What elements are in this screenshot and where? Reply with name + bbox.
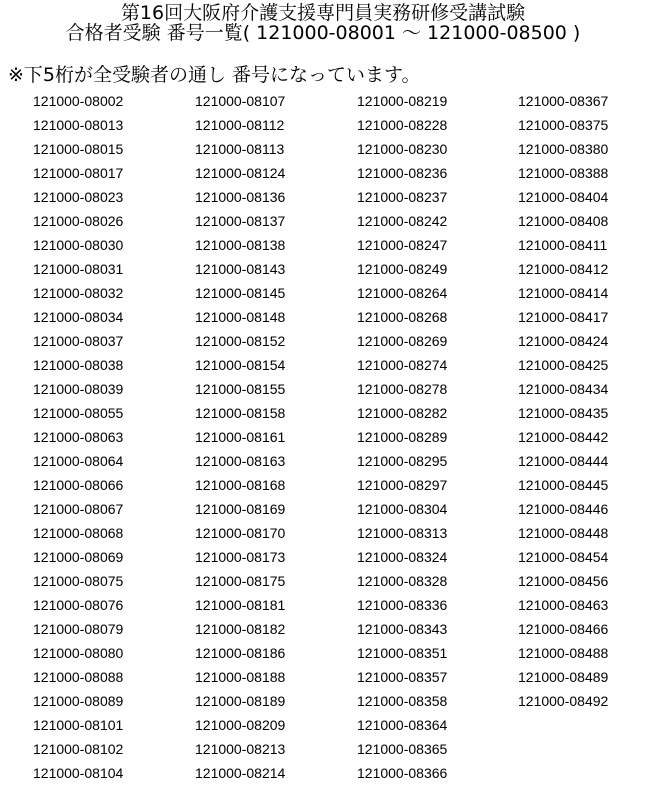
- exam-number: 121000-08138: [195, 237, 286, 253]
- exam-number: 121000-08278: [357, 381, 448, 397]
- note-text: ※下5桁が全受験者の通し 番号になっています。: [8, 64, 421, 86]
- number-column-4: [518, 89, 646, 713]
- exam-number: 121000-08456: [518, 573, 609, 589]
- exam-number: 121000-08214: [195, 765, 286, 781]
- exam-number: 121000-08282: [357, 405, 448, 421]
- exam-number: 121000-08032: [33, 285, 124, 301]
- exam-number: 121000-08264: [357, 285, 448, 301]
- exam-number: 121000-08328: [357, 573, 448, 589]
- exam-number: 121000-08182: [195, 621, 286, 637]
- exam-number: 121000-08080: [33, 645, 124, 661]
- exam-number: 121000-08124: [195, 165, 286, 181]
- exam-number: 121000-08448: [518, 525, 609, 541]
- exam-number: 121000-08034: [33, 309, 124, 325]
- exam-number: 121000-08304: [357, 501, 448, 517]
- exam-number: 121000-08343: [357, 621, 448, 637]
- exam-number: 121000-08313: [357, 525, 448, 541]
- exam-number: 121000-08039: [33, 381, 124, 397]
- exam-number: 121000-08038: [33, 357, 124, 373]
- exam-number: 121000-08168: [195, 477, 286, 493]
- exam-number: 121000-08068: [33, 525, 124, 541]
- exam-number: 121000-08161: [195, 429, 286, 445]
- exam-number: 121000-08104: [33, 765, 124, 781]
- exam-number: 121000-08492: [518, 693, 609, 709]
- exam-number: 121000-08030: [33, 237, 124, 253]
- exam-number: 121000-08188: [195, 669, 286, 685]
- exam-number: 121000-08015: [33, 141, 124, 157]
- page-title: 第16回大阪府介護支援専門員実務研修受講試験: [120, 2, 526, 24]
- exam-number: 121000-08023: [33, 189, 124, 205]
- exam-number: 121000-08076: [33, 597, 124, 613]
- exam-number: 121000-08404: [518, 189, 609, 205]
- exam-number: 121000-08017: [33, 165, 124, 181]
- exam-number: 121000-08088: [33, 669, 124, 685]
- exam-number: 121000-08268: [357, 309, 448, 325]
- exam-number: 121000-08249: [357, 261, 448, 277]
- exam-number: 121000-08411: [518, 237, 608, 253]
- exam-number: 121000-08152: [195, 333, 286, 349]
- exam-number: 121000-08173: [195, 549, 286, 565]
- exam-number: 121000-08186: [195, 645, 286, 661]
- exam-number: 121000-08425: [518, 357, 609, 373]
- exam-number: 121000-08357: [357, 669, 448, 685]
- exam-number: 121000-08408: [518, 213, 609, 229]
- exam-number: 121000-08367: [518, 93, 609, 109]
- exam-number: 121000-08446: [518, 501, 609, 517]
- exam-number: 121000-08154: [195, 357, 286, 373]
- exam-number: 121000-08031: [33, 261, 124, 277]
- exam-number: 121000-08380: [518, 141, 609, 157]
- exam-number: 121000-08228: [357, 117, 448, 133]
- exam-number: 121000-08237: [357, 189, 448, 205]
- exam-number: 121000-08064: [33, 453, 124, 469]
- exam-number: 121000-08002: [33, 93, 124, 109]
- exam-number: 121000-08488: [518, 645, 609, 661]
- exam-number: 121000-08444: [518, 453, 609, 469]
- exam-number: 121000-08170: [195, 525, 286, 541]
- exam-number: 121000-08145: [195, 285, 286, 301]
- exam-number: 121000-08137: [195, 213, 286, 229]
- exam-number: 121000-08101: [33, 717, 124, 733]
- exam-number: 121000-08366: [357, 765, 448, 781]
- exam-number: 121000-08412: [518, 261, 609, 277]
- exam-number: 121000-08169: [195, 501, 286, 517]
- exam-number: 121000-08466: [518, 621, 609, 637]
- exam-number: 121000-08107: [195, 93, 286, 109]
- exam-number: 121000-08066: [33, 477, 124, 493]
- number-column-1: [33, 89, 193, 785]
- exam-number: 121000-08417: [518, 309, 609, 325]
- exam-number: 121000-08112: [195, 117, 285, 133]
- number-column-3: [357, 89, 517, 785]
- exam-number: 121000-08364: [357, 717, 448, 733]
- exam-number: 121000-08069: [33, 549, 124, 565]
- exam-number: 121000-08209: [195, 717, 286, 733]
- exam-number: 121000-08351: [357, 645, 448, 661]
- exam-number: 121000-08375: [518, 117, 609, 133]
- exam-number: 121000-08242: [357, 213, 448, 229]
- exam-number: 121000-08247: [357, 237, 448, 253]
- exam-number: 121000-08155: [195, 381, 286, 397]
- exam-number: 121000-08489: [518, 669, 609, 685]
- page-subtitle: 合格者受験 番号一覧( 121000-08001 ～ 121000-08500 ): [65, 22, 581, 44]
- exam-number: 121000-08189: [195, 693, 286, 709]
- exam-number: 121000-08434: [518, 381, 609, 397]
- exam-number: 121000-08236: [357, 165, 448, 181]
- exam-number: 121000-08274: [357, 357, 448, 373]
- exam-number: 121000-08295: [357, 453, 448, 469]
- exam-number: 121000-08269: [357, 333, 448, 349]
- number-column-2: [195, 89, 355, 785]
- exam-number: 121000-08102: [33, 741, 124, 757]
- exam-number: 121000-08324: [357, 549, 448, 565]
- exam-number: 121000-08013: [33, 117, 124, 133]
- exam-number: 121000-08163: [195, 453, 286, 469]
- exam-number: 121000-08055: [33, 405, 124, 421]
- exam-number: 121000-08113: [195, 141, 285, 157]
- exam-number: 121000-08414: [518, 285, 609, 301]
- exam-number: 121000-08089: [33, 693, 124, 709]
- exam-number: 121000-08230: [357, 141, 448, 157]
- exam-number: 121000-08435: [518, 405, 609, 421]
- exam-number: 121000-08454: [518, 549, 609, 565]
- exam-number: 121000-08079: [33, 621, 124, 637]
- exam-number: 121000-08388: [518, 165, 609, 181]
- exam-number: 121000-08442: [518, 429, 609, 445]
- exam-number: 121000-08289: [357, 429, 448, 445]
- exam-number: 121000-08063: [33, 429, 124, 445]
- exam-number: 121000-08181: [195, 597, 286, 613]
- exam-number: 121000-08213: [195, 741, 286, 757]
- exam-number: 121000-08037: [33, 333, 124, 349]
- exam-number: 121000-08136: [195, 189, 286, 205]
- exam-number: 121000-08148: [195, 309, 286, 325]
- exam-number: 121000-08075: [33, 573, 124, 589]
- exam-number: 121000-08158: [195, 405, 286, 421]
- exam-number: 121000-08424: [518, 333, 609, 349]
- exam-number: 121000-08026: [33, 213, 124, 229]
- exam-number: 121000-08143: [195, 261, 286, 277]
- exam-number: 121000-08358: [357, 693, 448, 709]
- exam-number: 121000-08336: [357, 597, 448, 613]
- exam-number: 121000-08067: [33, 501, 124, 517]
- exam-number: 121000-08365: [357, 741, 448, 757]
- exam-number: 121000-08445: [518, 477, 609, 493]
- exam-number: 121000-08297: [357, 477, 448, 493]
- exam-number: 121000-08175: [195, 573, 286, 589]
- exam-number: 121000-08219: [357, 93, 448, 109]
- exam-number: 121000-08463: [518, 597, 609, 613]
